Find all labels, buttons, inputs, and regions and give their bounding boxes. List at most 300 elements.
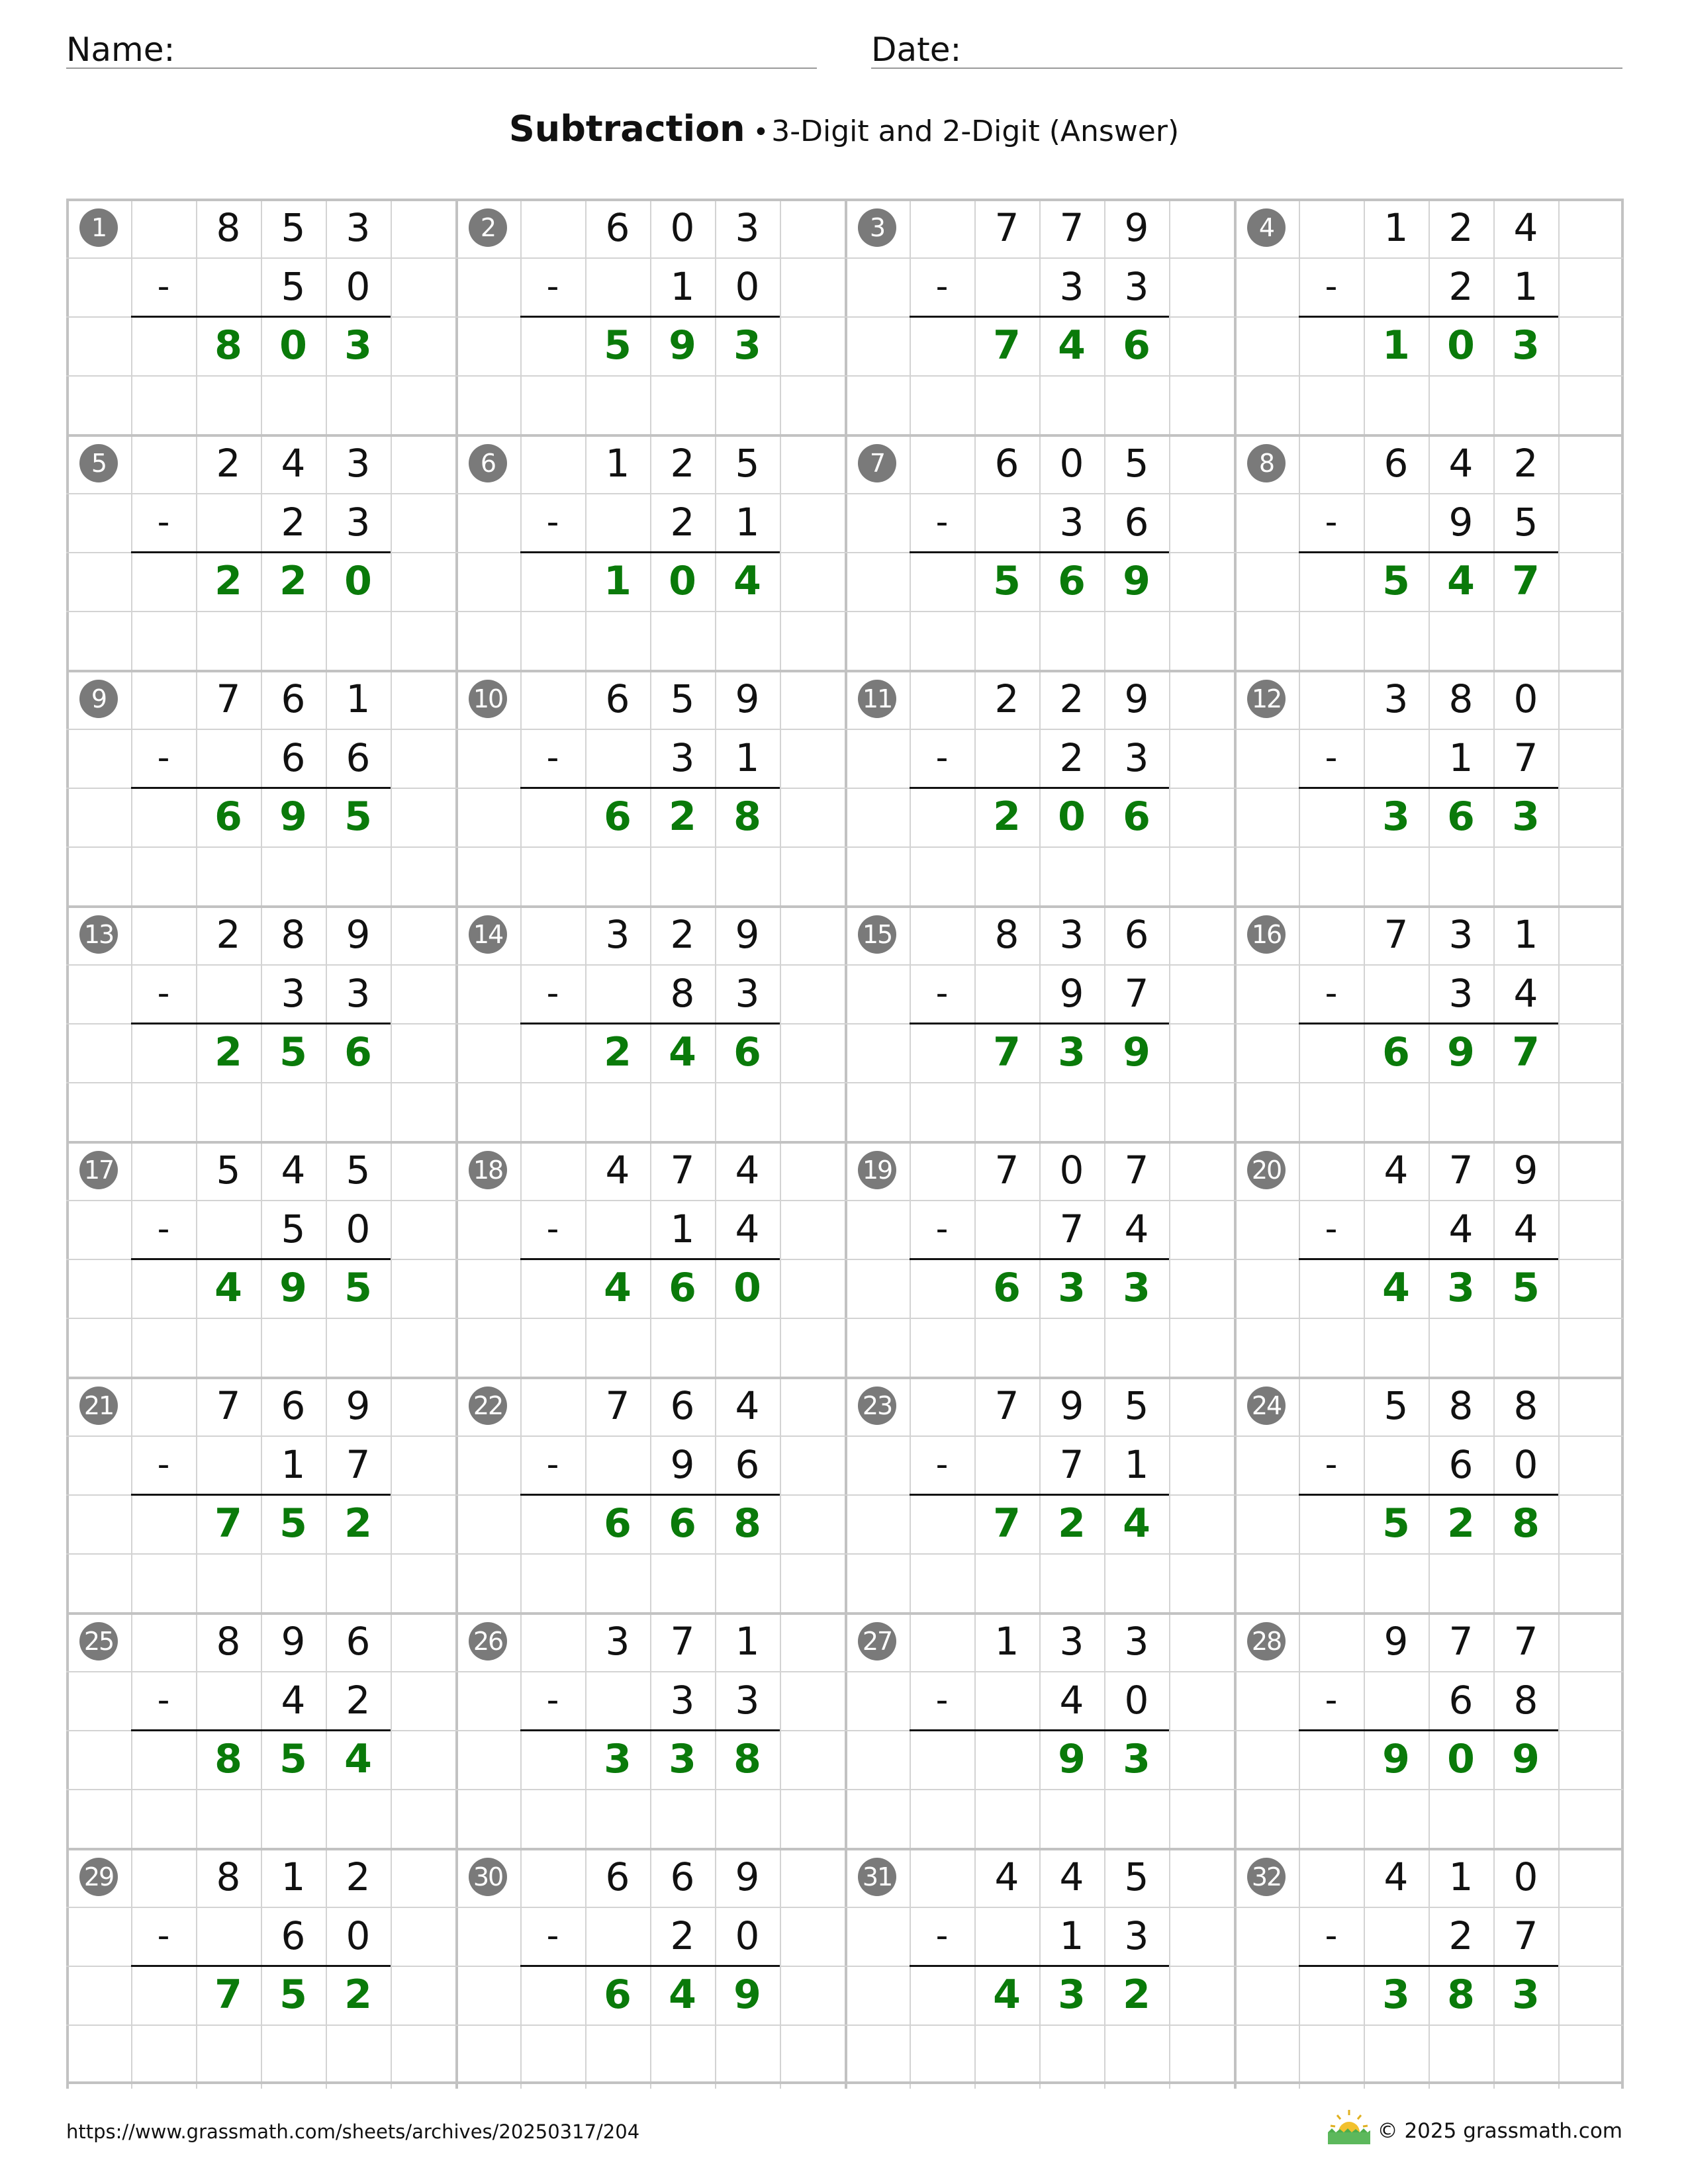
grid-vline [910,199,911,2089]
minuend-digit: 2 [1059,676,1084,721]
subtrahend-digit: 2 [1059,735,1084,780]
answer-digit: 6 [993,1265,1021,1311]
answer-digit: 9 [733,1972,761,2018]
minuend-digit: 9 [281,1619,306,1664]
grid-vline [1234,199,1237,2089]
answer-digit: 5 [344,794,372,840]
subtrahend-digit: 6 [1448,1442,1474,1487]
answer-digit: 0 [1447,322,1475,369]
minuend-digit: 6 [670,1383,695,1428]
minus-sign: - [546,1445,559,1484]
subtrahend-digit: 0 [346,1206,371,1251]
subtrahend-digit: 2 [281,500,306,545]
minuend-digit: 7 [1448,1148,1474,1193]
minuend-digit: 0 [1513,676,1538,721]
grid-vline [131,199,132,2089]
minuend-digit: 8 [216,1854,241,1899]
answer-digit: 7 [214,1500,242,1547]
minuend-digit: 7 [994,1383,1019,1428]
minuend-digit: 9 [346,912,371,957]
subtrahend-digit: 6 [1124,500,1149,545]
subtrahend-digit: 1 [735,735,760,780]
answer-digit: 4 [604,1265,632,1311]
minuend-digit: 4 [1513,205,1538,250]
answer-digit: 4 [1447,558,1475,604]
minuend-digit: 2 [670,912,695,957]
answer-digit: 9 [279,794,307,840]
grid-hline [66,1553,1623,1555]
minus-sign: - [546,1209,559,1249]
answer-digit: 4 [1123,1500,1150,1547]
grid-hline [66,2025,1623,2026]
answer-digit: 5 [279,1029,307,1075]
minuend-digit: 5 [1124,441,1149,486]
minuend-digit: 4 [281,1148,306,1193]
minuend-digit: 4 [735,1148,760,1193]
subtrahend-digit: 0 [346,1913,371,1958]
minus-sign: - [935,1445,949,1484]
answer-digit: 2 [604,1029,632,1075]
answer-digit: 3 [1058,1029,1086,1075]
minuend-digit: 9 [1383,1619,1409,1664]
minuend-digit: 2 [1448,205,1474,250]
minuend-digit: 5 [1124,1383,1149,1428]
answer-digit: 8 [1512,1500,1540,1547]
grid-vline [780,199,781,2089]
answer-digit: 9 [1512,1736,1540,1782]
subtrahend-digit: 2 [1448,1913,1474,1958]
minus-sign: - [546,1680,559,1720]
problem-number-badge: 10 [469,680,507,718]
subtrahend-digit: 2 [670,1913,695,1958]
answer-digit: 5 [1382,558,1410,604]
grid-hline [66,1318,1623,1319]
minuend-digit: 9 [1059,1383,1084,1428]
answer-digit: 6 [669,1265,696,1311]
grid-vline [520,199,522,2089]
minuend-digit: 4 [605,1148,630,1193]
subtrahend-digit: 4 [735,1206,760,1251]
minuend-digit: 8 [994,912,1019,957]
answer-digit: 6 [344,1029,372,1075]
subtrahend-digit: 4 [1513,1206,1538,1251]
subtrahend-digit: 6 [281,1913,306,1958]
minuend-digit: 7 [216,676,241,721]
problem-number-badge: 29 [79,1858,118,1896]
answer-digit: 1 [604,558,632,604]
subtrahend-digit: 4 [1513,971,1538,1016]
grid-hline [66,611,1623,612]
answer-digit: 2 [1123,1972,1150,2018]
answer-digit: 7 [1512,1029,1540,1075]
subtrahend-digit: 0 [346,264,371,309]
answer-digit: 8 [214,322,242,369]
subtrahend-digit: 7 [346,1442,371,1487]
answer-digit: 5 [1382,1500,1410,1547]
minuend-digit: 4 [1383,1148,1409,1193]
answer-digit: 3 [733,322,761,369]
minus-sign: - [157,1916,170,1956]
minuend-digit: 5 [216,1148,241,1193]
answer-digit: 5 [993,558,1021,604]
problem-number-badge: 28 [1247,1622,1286,1661]
problem-number-badge: 5 [79,444,118,482]
answer-digit: 4 [344,1736,372,1782]
grid-vline [1169,199,1170,2089]
minuend-digit: 5 [346,1148,371,1193]
minuend-digit: 6 [346,1619,371,1664]
answer-digit: 3 [1382,794,1410,840]
answer-digit: 0 [733,1265,761,1311]
subtrahend-digit: 3 [1059,264,1084,309]
grid-vline [1299,199,1300,2089]
answer-digit: 3 [1512,1972,1540,2018]
subtrahend-digit: 8 [1513,1678,1538,1723]
grid-vline [66,199,69,2089]
answer-digit: 2 [669,794,696,840]
answer-digit: 3 [669,1736,696,1782]
minus-sign: - [157,1209,170,1249]
answer-digit: 6 [604,794,632,840]
minus-sign: - [1325,1209,1338,1249]
minuend-digit: 7 [994,1148,1019,1193]
problem-number-badge: 15 [858,915,896,954]
subtrahend-digit: 3 [1124,735,1149,780]
minus-sign: - [1325,974,1338,1013]
minuend-digit: 9 [346,1383,371,1428]
minus-sign: - [546,267,559,306]
footer-url: https://www.grassmath.com/sheets/archives/20250317/204 [66,2120,640,2143]
answer-digit: 0 [344,558,372,604]
answer-digit: 2 [1058,1500,1086,1547]
minuend-digit: 8 [1448,1383,1474,1428]
answer-digit: 0 [1058,794,1086,840]
minuend-digit: 8 [216,1619,241,1664]
answer-digit: 5 [1512,1265,1540,1311]
problem-number-badge: 9 [79,680,118,718]
problem-number-badge: 12 [1247,680,1286,718]
answer-digit: 2 [1447,1500,1475,1547]
subtrahend-digit: 7 [1059,1442,1084,1487]
problem-number-badge: 6 [469,444,507,482]
answer-digit: 2 [344,1972,372,2018]
answer-digit: 7 [993,1500,1021,1547]
subtrahend-digit: 9 [1059,971,1084,1016]
minuend-digit: 7 [670,1619,695,1664]
answer-digit: 4 [669,1029,696,1075]
minuend-digit: 0 [1059,441,1084,486]
subtrahend-digit: 3 [735,1678,760,1723]
grid-hline [66,1789,1623,1790]
minuend-digit: 6 [281,1383,306,1428]
minuend-digit: 9 [735,1854,760,1899]
problem-number-badge: 3 [858,208,896,247]
answer-digit: 3 [1123,1736,1150,1782]
date-label: Date: [871,30,962,69]
answer-digit: 3 [1512,322,1540,369]
name-field[interactable] [66,25,817,69]
sun-over-grass-icon [1325,2109,1373,2147]
subtrahend-digit: 7 [1124,971,1149,1016]
subtrahend-digit: 7 [1513,1913,1538,1958]
subtrahend-digit: 3 [346,500,371,545]
minus-sign: - [935,1680,949,1720]
subtrahend-digit: 3 [1124,1913,1149,1958]
answer-digit: 5 [279,1736,307,1782]
subtrahend-digit: 1 [281,1442,306,1487]
date-field[interactable] [871,25,1622,69]
subtrahend-digit: 7 [1059,1206,1084,1251]
subtrahend-digit: 1 [1059,1913,1084,1958]
subtrahend-digit: 3 [670,735,695,780]
minus-sign: - [157,1680,170,1720]
minuend-digit: 1 [1448,1854,1474,1899]
minus-sign: - [1325,1680,1338,1720]
answer-digit: 5 [279,1972,307,2018]
minuend-digit: 8 [216,205,241,250]
problem-number-badge: 1 [79,208,118,247]
problem-number-badge: 17 [79,1151,118,1189]
subtrahend-digit: 1 [735,500,760,545]
answer-digit: 6 [1382,1029,1410,1075]
answer-digit: 4 [1382,1265,1410,1311]
problem-number-badge: 23 [858,1387,896,1425]
subtrahend-digit: 4 [281,1678,306,1723]
subtrahend-digit: 3 [346,971,371,1016]
subtrahend-digit: 6 [735,1442,760,1487]
answer-digit: 2 [214,1029,242,1075]
answer-digit: 4 [733,558,761,604]
subtrahend-digit: 2 [670,500,695,545]
grid-vline [845,199,847,2089]
subtrahend-digit: 1 [1513,264,1538,309]
subtrahend-digit: 3 [670,1678,695,1723]
grid-hline [66,375,1623,377]
problem-number-badge: 8 [1247,444,1286,482]
subtrahend-digit: 5 [281,1206,306,1251]
problem-number-badge: 16 [1247,915,1286,954]
subtrahend-digit: 6 [346,735,371,780]
answer-digit: 2 [344,1500,372,1547]
minuend-digit: 9 [1124,205,1149,250]
subtrahend-digit: 3 [281,971,306,1016]
minuend-digit: 6 [1383,441,1409,486]
problem-number-badge: 13 [79,915,118,954]
title-main: Subtraction [508,108,745,150]
problem-number-badge: 31 [858,1858,896,1896]
minuend-digit: 6 [670,1854,695,1899]
answer-digit: 3 [604,1736,632,1782]
minus-sign: - [157,502,170,542]
answer-digit: 3 [1447,1265,1475,1311]
problem-number-badge: 25 [79,1622,118,1661]
subtrahend-digit: 1 [1124,1442,1149,1487]
minuend-digit: 2 [670,441,695,486]
grid-vline [391,199,392,2089]
answer-digit: 6 [1123,322,1150,369]
minuend-digit: 5 [1124,1854,1149,1899]
subtrahend-digit: 3 [735,971,760,1016]
answer-digit: 2 [279,558,307,604]
minus-sign: - [935,738,949,778]
subtrahend-digit: 9 [670,1442,695,1487]
answer-digit: 2 [214,558,242,604]
minus-sign: - [935,502,949,542]
answer-digit: 0 [279,322,307,369]
problem-number-badge: 22 [469,1387,507,1425]
problem-number-badge: 4 [1247,208,1286,247]
grid-hline [66,1082,1623,1083]
minuend-digit: 3 [1448,912,1474,957]
subtrahend-digit: 6 [1448,1678,1474,1723]
answer-digit: 5 [604,322,632,369]
minuend-digit: 4 [994,1854,1019,1899]
minuend-digit: 1 [994,1619,1019,1664]
minuend-digit: 1 [735,1619,760,1664]
answer-digit: 9 [1123,558,1150,604]
minuend-digit: 4 [735,1383,760,1428]
subtrahend-digit: 6 [281,735,306,780]
answer-digit: 9 [1447,1029,1475,1075]
minus-sign: - [1325,1445,1338,1484]
problem-number-badge: 26 [469,1622,507,1661]
grid-hline [66,846,1623,848]
problem-number-badge: 27 [858,1622,896,1661]
grid-vline [1621,199,1624,2089]
answer-digit: 8 [733,794,761,840]
answer-digit: 7 [1512,558,1540,604]
subtrahend-digit: 3 [1124,264,1149,309]
answer-digit: 6 [1447,794,1475,840]
minuend-digit: 4 [1448,441,1474,486]
minus-sign: - [1325,502,1338,542]
answer-digit: 5 [279,1500,307,1547]
minuend-digit: 2 [994,676,1019,721]
answer-digit: 4 [669,1972,696,2018]
minuend-digit: 1 [281,1854,306,1899]
problem-number-badge: 24 [1247,1387,1286,1425]
subtrahend-digit: 8 [670,971,695,1016]
answer-digit: 7 [993,322,1021,369]
minuend-digit: 3 [1383,676,1409,721]
answer-digit: 9 [1382,1736,1410,1782]
minuend-digit: 7 [1448,1619,1474,1664]
minuend-digit: 0 [1059,1148,1084,1193]
minuend-digit: 5 [670,676,695,721]
subtrahend-digit: 3 [1059,500,1084,545]
answer-digit: 9 [669,322,696,369]
answer-digit: 7 [993,1029,1021,1075]
subtrahend-digit: 1 [670,1206,695,1251]
grid-vline [455,199,458,2089]
problem-number-badge: 7 [858,444,896,482]
title-subtitle: 3-Digit and 2-Digit (Answer) [771,114,1180,148]
minuend-digit: 0 [670,205,695,250]
minus-sign: - [546,974,559,1013]
minuend-digit: 5 [735,441,760,486]
minus-sign: - [935,974,949,1013]
minuend-digit: 5 [281,205,306,250]
answer-digit: 6 [214,794,242,840]
minuend-digit: 7 [216,1383,241,1428]
minuend-digit: 4 [1383,1854,1409,1899]
minus-sign: - [546,1916,559,1956]
minuend-digit: 0 [1513,1854,1538,1899]
minuend-digit: 3 [1124,1619,1149,1664]
minuend-digit: 6 [1124,912,1149,957]
title-bullet: • [753,117,769,148]
minuend-digit: 4 [1059,1854,1084,1899]
minuend-digit: 7 [1513,1619,1538,1664]
answer-digit: 3 [1123,1265,1150,1311]
answer-digit: 3 [1058,1265,1086,1311]
minuend-digit: 8 [1513,1383,1538,1428]
subtrahend-digit: 0 [1513,1442,1538,1487]
answer-digit: 6 [1058,558,1086,604]
problem-number-badge: 21 [79,1387,118,1425]
problem-number-badge: 30 [469,1858,507,1896]
subtrahend-digit: 9 [1448,500,1474,545]
subtrahend-digit: 1 [670,264,695,309]
problem-number-badge: 18 [469,1151,507,1189]
answer-digit: 0 [1447,1736,1475,1782]
subtrahend-digit: 5 [281,264,306,309]
answer-digit: 6 [733,1029,761,1075]
minus-sign: - [546,738,559,778]
answer-digit: 1 [1382,322,1410,369]
answer-digit: 3 [1382,1972,1410,2018]
subtrahend-digit: 4 [1448,1206,1474,1251]
answer-digit: 9 [1123,1029,1150,1075]
answer-digit: 8 [1447,1972,1475,2018]
minuend-digit: 9 [1513,1148,1538,1193]
subtrahend-digit: 4 [1124,1206,1149,1251]
answer-digit: 8 [733,1500,761,1547]
minus-sign: - [935,1209,949,1249]
minuend-digit: 1 [1513,912,1538,957]
minuend-digit: 6 [605,676,630,721]
minuend-digit: 7 [1124,1148,1149,1193]
answer-digit: 4 [214,1265,242,1311]
minuend-digit: 6 [605,205,630,250]
minuend-digit: 1 [1383,205,1409,250]
subtrahend-digit: 0 [1124,1678,1149,1723]
grid-vline [1558,199,1560,2089]
minuend-digit: 2 [216,912,241,957]
answer-digit: 6 [604,1972,632,2018]
minus-sign: - [546,502,559,542]
problem-grid [66,199,1623,2089]
answer-digit: 4 [1058,322,1086,369]
minus-sign: - [1325,1916,1338,1956]
minuend-digit: 9 [1124,676,1149,721]
answer-digit: 9 [1058,1736,1086,1782]
answer-digit: 6 [669,1500,696,1547]
minuend-digit: 2 [346,1854,371,1899]
answer-digit: 8 [214,1736,242,1782]
minuend-digit: 1 [605,441,630,486]
subtrahend-digit: 0 [735,1913,760,1958]
answer-digit: 3 [1512,794,1540,840]
minus-sign: - [157,738,170,778]
name-label: Name: [66,30,175,69]
minuend-digit: 2 [216,441,241,486]
minuend-digit: 7 [994,205,1019,250]
minuend-digit: 3 [605,912,630,957]
minus-sign: - [1325,738,1338,778]
minuend-digit: 6 [281,676,306,721]
minuend-digit: 3 [346,205,371,250]
